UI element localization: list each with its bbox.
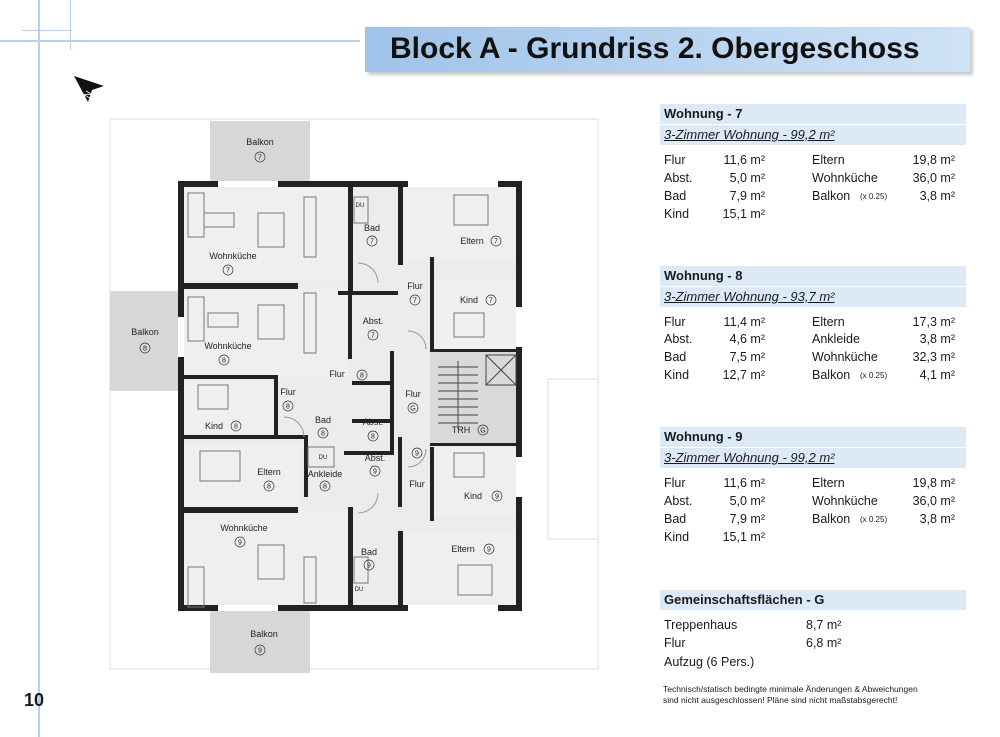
area-label: Wohnküche: [812, 494, 878, 508]
balcony-8: [110, 291, 178, 391]
svg-text:9: 9: [495, 493, 499, 501]
area-value: 4,1 m²: [919, 368, 955, 382]
svg-text:8: 8: [143, 345, 147, 353]
room-label: Bad: [314, 415, 332, 425]
svg-text:9: 9: [487, 546, 491, 554]
room-label: Kind: [463, 491, 483, 501]
room-label: Wohnküche: [220, 523, 268, 533]
north-arrow-icon: [70, 72, 110, 112]
svg-text:7: 7: [370, 238, 374, 246]
area-label: Bad: [664, 350, 687, 364]
svg-text:8: 8: [222, 357, 226, 365]
svg-text:7: 7: [226, 267, 230, 275]
area-value: 12,7 m²: [722, 368, 765, 382]
area-label: Kind: [664, 368, 690, 382]
disclaimer: [663, 684, 918, 706]
svg-text:7: 7: [258, 154, 262, 162]
unit-title: Wohnung - 9: [660, 427, 966, 447]
page-title: Block A - Grundriss 2. Obergeschoss: [390, 32, 920, 65]
area-label: Flur: [664, 476, 686, 490]
room-label: Kind: [459, 295, 479, 305]
svg-text:7: 7: [413, 297, 417, 305]
room-label: Bad: [360, 547, 378, 557]
unit-subtitle: 3-Zimmer Wohnung - 99,2 m²: [660, 447, 966, 468]
room-label: DU: [354, 587, 364, 593]
unit-9-summary: [660, 427, 966, 544]
room-label: Eltern: [451, 544, 475, 554]
room-label: Wohnküche: [209, 251, 257, 261]
svg-text:9: 9: [415, 450, 419, 458]
area-label: Wohnküche: [812, 350, 878, 364]
area-label: Balkon: [812, 512, 851, 526]
area-label: Aufzug (6 Pers.): [664, 655, 755, 669]
area-value: 5,0 m²: [729, 171, 765, 185]
area-value: 11,6 m²: [723, 476, 765, 490]
room-label: Abst.: [362, 417, 384, 427]
page-number: 10: [24, 690, 45, 710]
room-label: Abst.: [364, 453, 386, 463]
svg-text:7: 7: [494, 238, 498, 246]
decor-line-vertical: [38, 0, 40, 737]
room-label: Flur: [405, 389, 421, 399]
area-value: 36,0 m²: [912, 494, 955, 508]
area-value: 15,1 m²: [722, 530, 765, 544]
room-label: DU: [318, 455, 328, 461]
svg-text:7: 7: [371, 332, 375, 340]
svg-text:8: 8: [234, 423, 238, 431]
title-bar: [365, 27, 970, 72]
area-value: 7,5 m²: [729, 350, 765, 364]
area-value: 7,9 m²: [729, 189, 765, 203]
svg-text:8: 8: [267, 483, 271, 491]
unit-title: Wohnung - 7: [660, 104, 966, 124]
area-label: Wohnküche: [812, 171, 878, 185]
area-value: 11,4 m²: [723, 315, 765, 329]
area-value: 36,0 m²: [912, 171, 955, 185]
area-label: Balkon: [812, 368, 851, 382]
svg-text:G: G: [480, 427, 486, 435]
area-value: 8,7 m²: [806, 618, 842, 632]
svg-text:9: 9: [258, 647, 262, 655]
area-value: 19,8 m²: [912, 476, 955, 490]
area-label: Eltern: [812, 476, 845, 490]
svg-text:G: G: [410, 405, 416, 413]
room-label: Abst.: [362, 316, 384, 326]
area-label: Balkon: [812, 189, 851, 203]
room-label: TRH: [451, 425, 471, 435]
room-label: Flur: [329, 369, 345, 379]
decor-line-short-v: [70, 0, 71, 50]
svg-text:8: 8: [323, 483, 327, 491]
area-value: 17,3 m²: [912, 315, 955, 329]
area-label: Kind: [664, 207, 690, 221]
svg-text:9: 9: [373, 468, 377, 476]
disclaimer-line: Technisch/statisch bedingte minimale Änderungen & Abweichungen: [663, 684, 918, 694]
area-label: Flur: [664, 153, 686, 167]
unit-7-summary: [660, 104, 966, 221]
room-label: Bad: [363, 223, 381, 233]
area-value: 5,0 m²: [729, 494, 765, 508]
area-value: 7,9 m²: [729, 512, 765, 526]
room-label: Wohnküche: [204, 341, 252, 351]
common-title: Gemeinschaftsflächen - G: [660, 590, 966, 610]
area-value: 15,1 m²: [722, 207, 765, 221]
area-label: Bad: [664, 189, 687, 203]
svg-text:9: 9: [238, 539, 242, 547]
area-value: 3,8 m²: [919, 189, 955, 203]
room-label: Ankleide: [307, 469, 343, 479]
svg-text:7: 7: [489, 297, 493, 305]
room-label: Balkon: [250, 629, 278, 639]
area-label: Bad: [664, 512, 687, 526]
room-label: Eltern: [257, 467, 281, 477]
room-label: Flur: [280, 387, 296, 397]
unit-8-summary: [660, 266, 966, 382]
disclaimer-line: sind nicht ausgeschlossen! Pläne sind nicht maßstabsgerecht!: [663, 695, 898, 705]
area-label: Eltern: [812, 315, 845, 329]
svg-text:9: 9: [367, 562, 371, 570]
area-label: Abst.: [664, 171, 693, 185]
room-label: Eltern: [460, 236, 484, 246]
room-label: Flur: [409, 479, 425, 489]
area-factor-note: (x 0.25): [860, 192, 888, 201]
area-label: Treppenhaus: [664, 618, 738, 632]
decor-line-short: [22, 30, 72, 31]
svg-text:8: 8: [286, 403, 290, 411]
area-label: Ankleide: [812, 332, 860, 346]
svg-text:8: 8: [321, 430, 325, 438]
area-label: Flur: [664, 636, 686, 650]
room-label: Balkon: [246, 137, 274, 147]
common-areas-summary: [660, 590, 966, 669]
floor-plan: [108, 117, 608, 677]
area-value: 4,6 m²: [729, 332, 765, 346]
area-value: 3,8 m²: [919, 332, 955, 346]
area-label: Kind: [664, 530, 690, 544]
room-label: Balkon: [131, 327, 159, 337]
area-label: Flur: [664, 315, 686, 329]
area-value: 3,8 m²: [919, 512, 955, 526]
area-value: 32,3 m²: [912, 350, 955, 364]
room-label: Kind: [204, 421, 224, 431]
room-label: DU: [355, 203, 365, 209]
decor-line-horizontal: [0, 40, 360, 42]
area-label: Abst.: [664, 332, 693, 346]
area-value: 19,8 m²: [912, 153, 955, 167]
svg-text:8: 8: [371, 433, 375, 441]
area-factor-note: (x 0.25): [860, 371, 888, 380]
area-label: Abst.: [664, 494, 693, 508]
unit-subtitle: 3-Zimmer Wohnung - 99,2 m²: [660, 124, 966, 145]
unit-subtitle: 3-Zimmer Wohnung - 93,7 m²: [660, 286, 966, 307]
area-value: 11,6 m²: [723, 153, 765, 167]
unit-title: Wohnung - 8: [660, 266, 966, 286]
area-factor-note: (x 0.25): [860, 515, 888, 524]
area-value: 6,8 m²: [806, 636, 842, 650]
svg-text:8: 8: [360, 372, 364, 380]
room-label: Flur: [407, 281, 423, 291]
area-label: Eltern: [812, 153, 845, 167]
balcony-9: [210, 611, 310, 673]
north-label: N: [81, 89, 94, 100]
